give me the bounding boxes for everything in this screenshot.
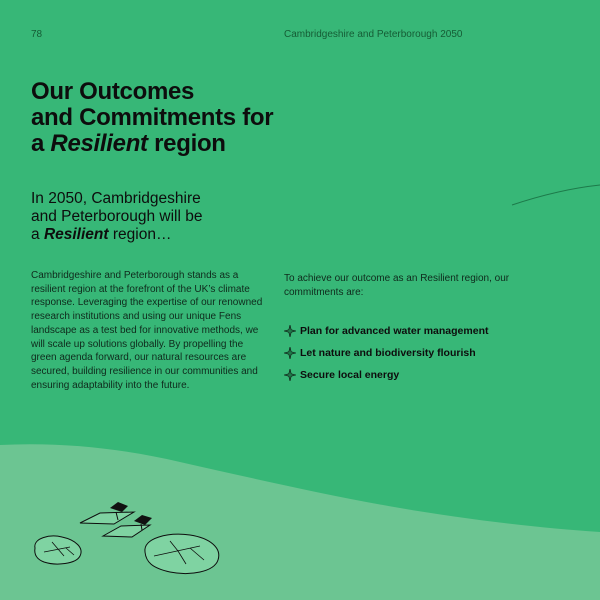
title-line-2: and Commitments for [31, 104, 274, 131]
commitment-label: Plan for advanced water management [300, 325, 489, 337]
title-emphasis: Resilient [50, 130, 148, 157]
subtitle-line-3-prefix: a [31, 226, 44, 243]
commitment-label: Let nature and biodiversity flourish [300, 347, 476, 359]
subtitle-emphasis: Resilient [43, 226, 109, 243]
commitments-intro: To achieve our outcome as an Resilient region, our commitments are: [284, 273, 510, 298]
lily-pad-icon [145, 534, 219, 573]
curve-line [512, 185, 600, 205]
body-paragraph: Cambridgeshire and Peterborough stands as a resilient region at the forefront of the UK’s climate response. Leveraging the expertise of our renowned research institutions and using our unique Fens landscape as a test bed for innovative methods, we will scale up solutions globally. By propelling the green agenda forward, our natural resources are secured, building resilience in our communities and ensuring adaptability into the future. [31, 270, 263, 391]
title-line-1: Our Outcomes [31, 78, 195, 105]
subtitle-line-2: and Peterborough will be [31, 208, 203, 225]
page-number: 78 [31, 29, 43, 40]
title-line-3-suffix: region [147, 130, 226, 157]
commitment-label: Secure local energy [300, 369, 400, 381]
subtitle-line-3-suffix: region… [108, 226, 172, 243]
title-line-3-prefix: a [31, 130, 51, 157]
subtitle-line-1: In 2050, Cambridgeshire [31, 190, 201, 207]
running-title: Cambridgeshire and Peterborough 2050 [284, 29, 463, 40]
